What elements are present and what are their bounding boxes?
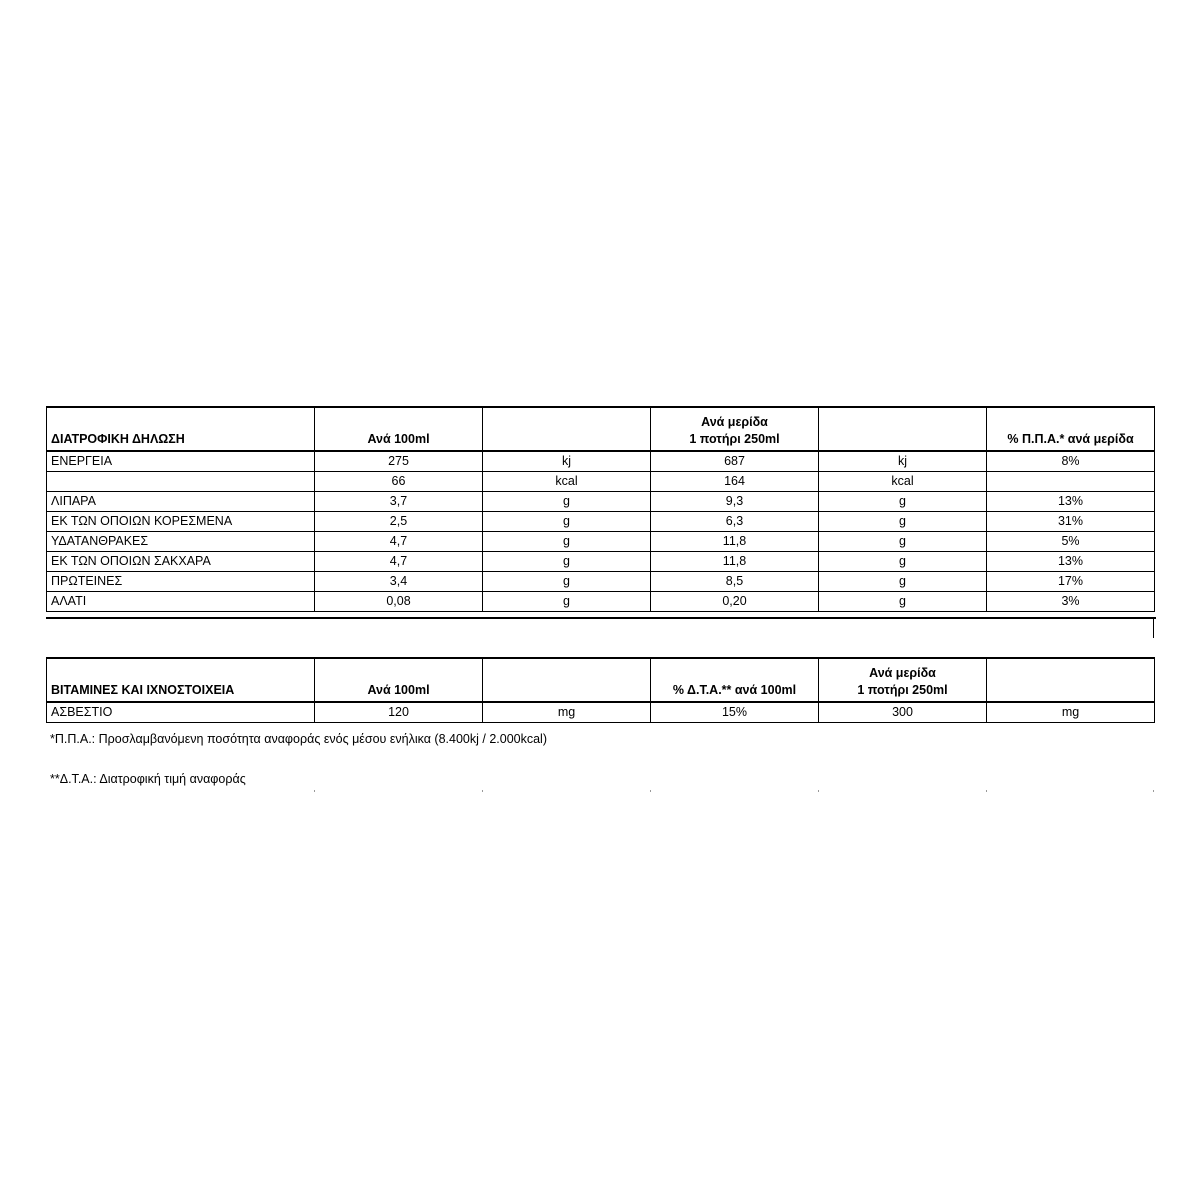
per-serving-value: 300	[819, 702, 987, 723]
per-serving-unit: kcal	[819, 472, 987, 492]
per-serving-value: 164	[651, 472, 819, 492]
vitamins-header-row	[47, 658, 1155, 702]
nutrient-name: ΕΝΕΡΓΕΙΑ	[47, 451, 315, 472]
per-serving-value: 6,3	[651, 512, 819, 532]
table-row	[47, 532, 1155, 552]
per-serving-label: Ανά μερίδα 1 ποτήρι 250ml	[689, 415, 780, 446]
nutrition-table-container	[46, 406, 1156, 612]
vit-unit-header-2	[987, 658, 1155, 702]
per-100ml-value: 0,08	[315, 592, 483, 612]
nutrition-body	[47, 451, 1155, 612]
per-100ml-unit: g	[483, 532, 651, 552]
dta-footnote: **Δ.Τ.Α.: Διατροφική τιμή αναφοράς	[50, 772, 246, 786]
pct-dta-header: % Δ.Τ.Α.** ανά 100ml	[651, 658, 819, 702]
pct-dta-value: 15%	[651, 702, 819, 723]
table-row	[47, 512, 1155, 532]
table-row	[47, 451, 1155, 472]
per-100ml-unit: g	[483, 492, 651, 512]
per-serving-unit: g	[819, 492, 987, 512]
table-row	[47, 592, 1155, 612]
per-100ml-value: 3,4	[315, 572, 483, 592]
per-100ml-value: 3,7	[315, 492, 483, 512]
vitamins-title: ΒΙΤΑΜΙΝΕΣ ΚΑΙ ΙΧΝΟΣΤΟΙΧΕΙΑ	[47, 658, 315, 702]
nutrient-name: ΥΔΑΤΑΝΘΡΑΚΕΣ	[47, 532, 315, 552]
pct-ppa-value: 31%	[987, 512, 1155, 532]
nutrient-name: ΑΛΑΤΙ	[47, 592, 315, 612]
vit-per-100ml-header: Ανά 100ml	[315, 658, 483, 702]
per-serving-value: 9,3	[651, 492, 819, 512]
vitamins-table	[46, 657, 1155, 723]
per-serving-value: 8,5	[651, 572, 819, 592]
grid-dot	[314, 790, 315, 792]
per-serving-value: 687	[651, 451, 819, 472]
nutrition-tail-line	[1153, 617, 1154, 638]
nutrient-name: ΛΙΠΑΡΑ	[47, 492, 315, 512]
unit-header-2	[819, 407, 987, 451]
per-serving-header	[651, 407, 819, 451]
pct-ppa-value: 17%	[987, 572, 1155, 592]
per-100ml-value: 275	[315, 451, 483, 472]
per-serving-value: 11,8	[651, 552, 819, 572]
vitamins-body	[47, 702, 1155, 723]
pct-ppa-value: 5%	[987, 532, 1155, 552]
table-row	[47, 702, 1155, 723]
nutrient-name: ΠΡΩΤΕΙΝΕΣ	[47, 572, 315, 592]
pct-ppa-value: 13%	[987, 552, 1155, 572]
pct-ppa-header: % Π.Π.Α.* ανά μερίδα	[987, 407, 1155, 451]
pct-ppa-value: 8%	[987, 451, 1155, 472]
per-100ml-value: 120	[315, 702, 483, 723]
table-row	[47, 472, 1155, 492]
per-serving-value: 11,8	[651, 532, 819, 552]
nutrition-title: ΔΙΑΤΡΟΦΙΚΗ ΔΗΛΩΣΗ	[47, 407, 315, 451]
unit-header-1	[483, 407, 651, 451]
per-serving-value: 0,20	[651, 592, 819, 612]
per-100ml-value: 4,7	[315, 532, 483, 552]
table-row	[47, 572, 1155, 592]
grid-dot	[482, 790, 483, 792]
per-100ml-value: 2,5	[315, 512, 483, 532]
nutrient-name: ΕΚ ΤΩΝ ΟΠΟΙΩΝ ΚΟΡΕΣΜΕΝΑ	[47, 512, 315, 532]
grid-dot	[1153, 790, 1154, 792]
per-serving-unit: g	[819, 552, 987, 572]
table-row	[47, 492, 1155, 512]
vit-per-serving-label: Ανά μερίδα 1 ποτήρι 250ml	[857, 666, 948, 697]
per-100ml-value: 4,7	[315, 552, 483, 572]
nutrition-header-row	[47, 407, 1155, 451]
mineral-name: ΑΣΒΕΣΤΙΟ	[47, 702, 315, 723]
per-100ml-unit: g	[483, 512, 651, 532]
pct-ppa-value: 3%	[987, 592, 1155, 612]
per-100ml-value: 66	[315, 472, 483, 492]
nutrition-table	[46, 406, 1155, 612]
grid-dot	[818, 790, 819, 792]
nutrition-bottom-rule	[46, 617, 1156, 619]
ppa-footnote: *Π.Π.Α.: Προσλαμβανόμενη ποσότητα αναφοράς ενός μέσου ενήλικα (8.400kj / 2.000kcal)	[50, 732, 547, 746]
per-100ml-unit: g	[483, 572, 651, 592]
per-serving-unit: g	[819, 512, 987, 532]
per-100ml-header: Ανά 100ml	[315, 407, 483, 451]
per-100ml-unit: mg	[483, 702, 651, 723]
per-serving-unit: g	[819, 572, 987, 592]
per-100ml-unit: kj	[483, 451, 651, 472]
table-row	[47, 552, 1155, 572]
per-serving-unit: g	[819, 592, 987, 612]
per-serving-unit: kj	[819, 451, 987, 472]
nutrient-name: ΕΚ ΤΩΝ ΟΠΟΙΩΝ ΣΑΚΧΑΡΑ	[47, 552, 315, 572]
per-100ml-unit: g	[483, 592, 651, 612]
vit-unit-header-1	[483, 658, 651, 702]
per-serving-unit: mg	[987, 702, 1155, 723]
grid-dot	[986, 790, 987, 792]
pct-ppa-value	[987, 472, 1155, 492]
vitamins-table-container	[46, 657, 1156, 723]
pct-ppa-value: 13%	[987, 492, 1155, 512]
per-serving-unit: g	[819, 532, 987, 552]
grid-dot	[650, 790, 651, 792]
vit-per-serving-header	[819, 658, 987, 702]
nutrient-name	[47, 472, 315, 492]
per-100ml-unit: g	[483, 552, 651, 572]
per-100ml-unit: kcal	[483, 472, 651, 492]
